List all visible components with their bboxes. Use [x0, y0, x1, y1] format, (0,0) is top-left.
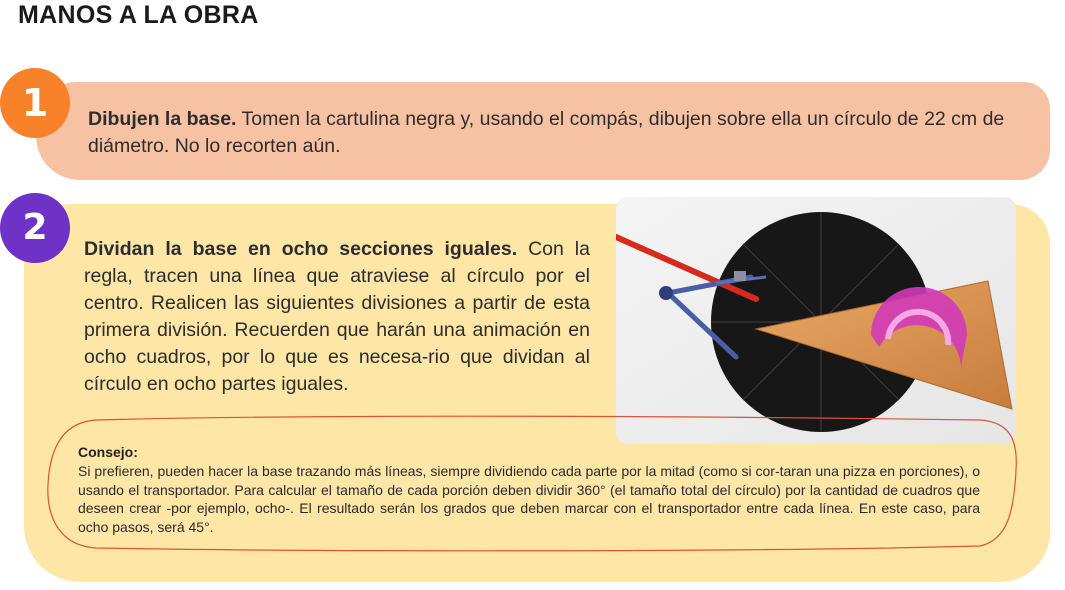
- tip-label: Consejo:: [78, 444, 138, 460]
- page-title: MANOS A LA OBRA: [18, 1, 259, 29]
- step1-number-badge: 1: [0, 68, 70, 138]
- step1-body: Tomen la cartulina negra y, usando el compás, dibujen sobre ella un círculo de 22 cm de diámetro. No lo recorten aún.: [88, 108, 1005, 157]
- photo-illustration: [616, 197, 1016, 444]
- tip-text: Si prefieren, pueden hacer la base trazando más líneas, siempre dividiendo cada parte por la mitad (como si cor-taran una pizza en porciones), o usando el transportador. Para calcular el tamaño de cada porción deben dividir 360° (el tamaño total del círculo) por la cantidad de cuadros que deseen crear -por ejemplo, ocho-. El resultado serán los grados que deben marcar con el transportador entre cada línea. En este caso, para ocho pasos, será 45°.: [78, 463, 980, 535]
- circle-tools-photo: [616, 197, 1016, 444]
- step2-text: [84, 236, 590, 398]
- step1-text: [88, 106, 1038, 160]
- step1-bold-lead: Dibujen la base.: [88, 108, 237, 130]
- step2-number-badge: 2: [0, 193, 70, 263]
- step2-body: Con la regla, tracen una línea que atraviese al círculo por el centro. Realicen las siguientes divisiones a partir de esta primera división. Recuerden que harán una animación en ocho cuadros, por lo que es necesa-rio que dividan al círculo en ocho partes iguales.: [84, 238, 590, 395]
- step2-bold-lead: Dividan la base en ocho secciones iguales.: [84, 238, 518, 260]
